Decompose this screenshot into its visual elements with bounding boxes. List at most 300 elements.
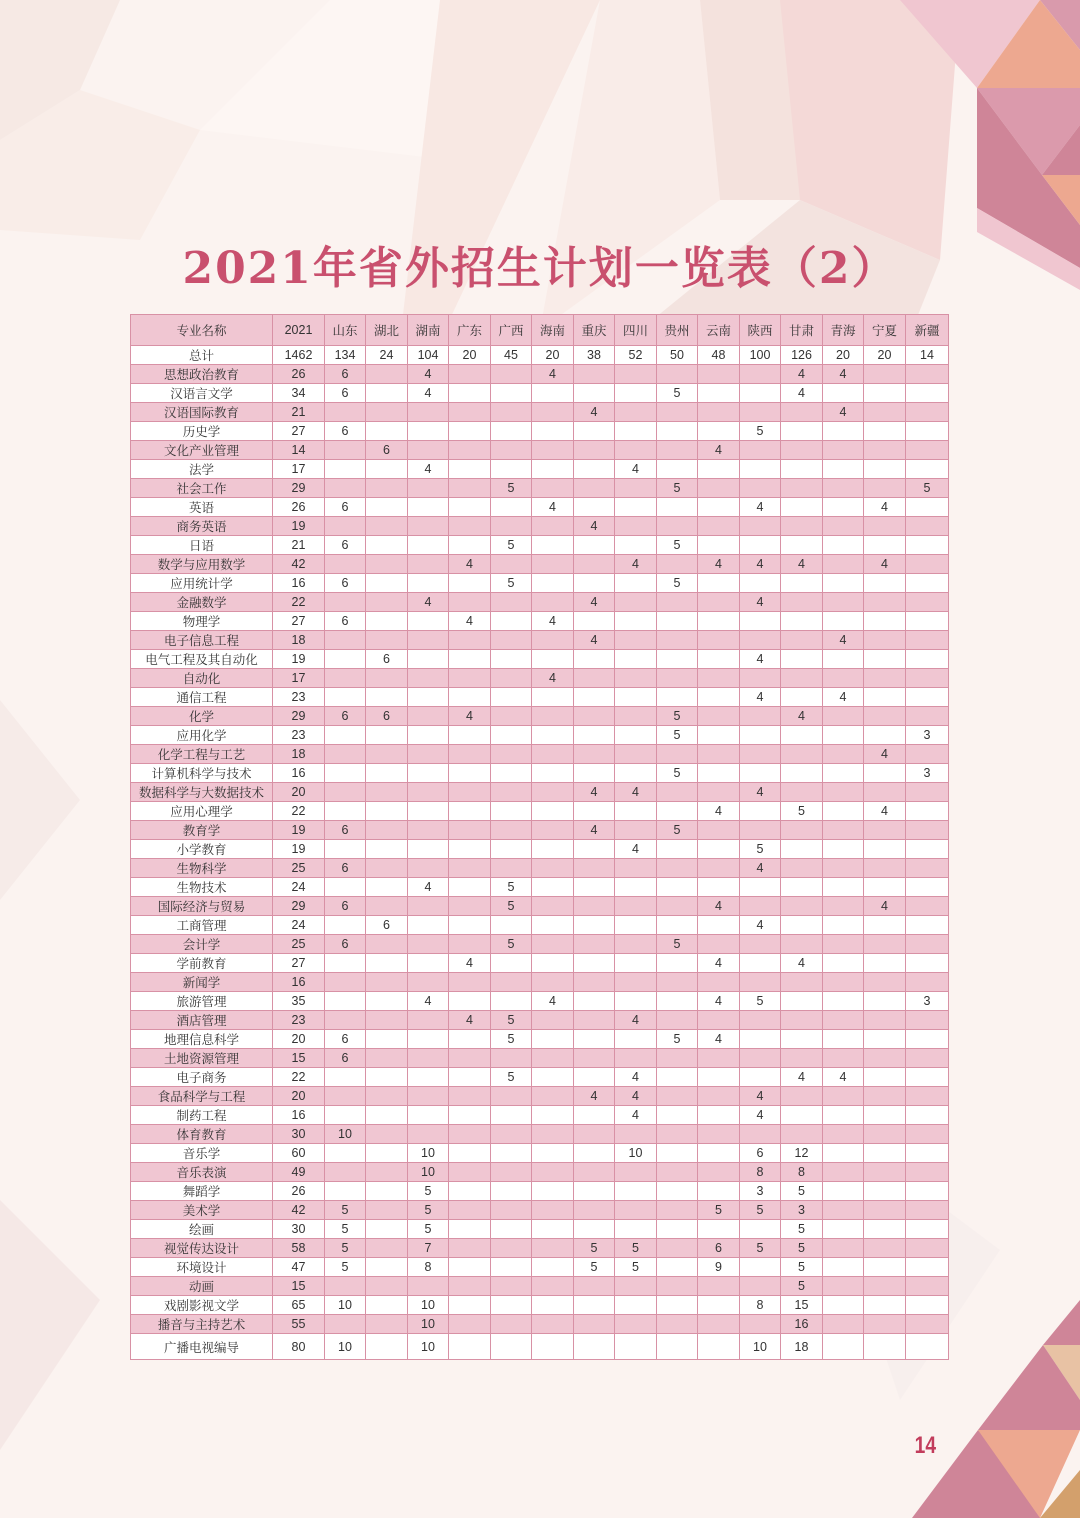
- table-row: [131, 859, 949, 878]
- table-cell: [698, 1125, 740, 1144]
- table-cell: [906, 593, 949, 612]
- table-cell: 5: [491, 574, 532, 593]
- table-cell: [532, 479, 574, 498]
- table-cell: [615, 365, 657, 384]
- table-cell: 4: [740, 783, 781, 802]
- table-cell: [864, 384, 906, 403]
- row-label: 工商管理: [131, 916, 273, 935]
- table-cell: [491, 1334, 532, 1360]
- table-cell: [698, 878, 740, 897]
- table-cell: 4: [615, 1087, 657, 1106]
- table-cell: 27: [273, 954, 325, 973]
- table-cell: 4: [740, 916, 781, 935]
- table-cell: [491, 612, 532, 631]
- table-cell: [823, 992, 864, 1011]
- row-label: 生物科学: [131, 859, 273, 878]
- table-cell: [574, 498, 615, 517]
- table-cell: [615, 973, 657, 992]
- table-cell: [491, 384, 532, 403]
- row-label: 日语: [131, 536, 273, 555]
- table-cell: [449, 1296, 491, 1315]
- table-cell: [864, 1125, 906, 1144]
- table-cell: [408, 479, 449, 498]
- table-cell: [574, 802, 615, 821]
- table-cell: [574, 1163, 615, 1182]
- table-cell: [823, 1315, 864, 1334]
- table-cell: [740, 802, 781, 821]
- table-row: [131, 479, 949, 498]
- table-cell: [449, 1239, 491, 1258]
- table-cell: [906, 1125, 949, 1144]
- row-label: 应用统计学: [131, 574, 273, 593]
- table-cell: 20: [449, 346, 491, 365]
- table-cell: [532, 973, 574, 992]
- table-cell: [532, 1220, 574, 1239]
- table-cell: [366, 593, 408, 612]
- row-label: 金融数学: [131, 593, 273, 612]
- table-cell: 22: [273, 1068, 325, 1087]
- table-cell: [491, 650, 532, 669]
- table-cell: [532, 536, 574, 555]
- table-cell: [823, 1125, 864, 1144]
- table-cell: [491, 1201, 532, 1220]
- table-row: [131, 1182, 949, 1201]
- table-cell: [823, 1334, 864, 1360]
- table-cell: [574, 916, 615, 935]
- table-cell: [615, 954, 657, 973]
- table-cell: 5: [781, 1182, 823, 1201]
- table-cell: [366, 935, 408, 954]
- table-cell: [823, 783, 864, 802]
- table-cell: [657, 802, 698, 821]
- table-cell: [366, 1030, 408, 1049]
- table-cell: 5: [491, 536, 532, 555]
- table-cell: [325, 688, 366, 707]
- table-cell: [698, 365, 740, 384]
- table-cell: [366, 802, 408, 821]
- table-cell: 4: [698, 954, 740, 973]
- table-cell: [325, 517, 366, 536]
- table-cell: 6: [325, 536, 366, 555]
- table-cell: [823, 973, 864, 992]
- table-cell: [657, 593, 698, 612]
- table-cell: 5: [657, 726, 698, 745]
- table-cell: [781, 916, 823, 935]
- table-cell: 22: [273, 802, 325, 821]
- table-cell: [408, 973, 449, 992]
- table-cell: [657, 1296, 698, 1315]
- table-cell: [532, 517, 574, 536]
- table-cell: [781, 460, 823, 479]
- table-cell: [408, 954, 449, 973]
- table-cell: [574, 745, 615, 764]
- table-cell: 10: [408, 1334, 449, 1360]
- table-cell: 6: [366, 707, 408, 726]
- table-cell: [491, 1125, 532, 1144]
- table-row: [131, 745, 949, 764]
- table-cell: [574, 650, 615, 669]
- table-cell: 5: [781, 1258, 823, 1277]
- table-cell: 5: [781, 1277, 823, 1296]
- table-cell: [864, 365, 906, 384]
- table-cell: 5: [408, 1220, 449, 1239]
- table-cell: [449, 1125, 491, 1144]
- table-cell: 5: [408, 1182, 449, 1201]
- row-label: 绘画: [131, 1220, 273, 1239]
- table-cell: [615, 688, 657, 707]
- table-cell: 15: [273, 1049, 325, 1068]
- table-cell: [864, 1087, 906, 1106]
- table-cell: [491, 498, 532, 517]
- table-cell: [408, 840, 449, 859]
- table-cell: 4: [864, 802, 906, 821]
- table-cell: [906, 517, 949, 536]
- table-cell: [532, 384, 574, 403]
- row-label: 酒店管理: [131, 1011, 273, 1030]
- table-cell: [740, 745, 781, 764]
- table-cell: [491, 992, 532, 1011]
- table-cell: [906, 802, 949, 821]
- table-cell: [491, 973, 532, 992]
- table-cell: [449, 422, 491, 441]
- table-cell: [532, 422, 574, 441]
- table-cell: [408, 802, 449, 821]
- table-cell: [781, 1030, 823, 1049]
- table-cell: [781, 1011, 823, 1030]
- table-cell: [781, 650, 823, 669]
- row-label: 计算机科学与技术: [131, 764, 273, 783]
- table-cell: [491, 1087, 532, 1106]
- table-cell: [574, 1125, 615, 1144]
- table-cell: 29: [273, 707, 325, 726]
- table-cell: 4: [408, 460, 449, 479]
- table-cell: [366, 878, 408, 897]
- table-cell: 6: [325, 821, 366, 840]
- table-cell: 10: [408, 1144, 449, 1163]
- table-row: [131, 460, 949, 479]
- table-cell: [532, 878, 574, 897]
- table-cell: [491, 802, 532, 821]
- table-cell: [657, 973, 698, 992]
- table-cell: 4: [615, 555, 657, 574]
- table-cell: 4: [864, 745, 906, 764]
- table-cell: [864, 954, 906, 973]
- table-cell: [449, 973, 491, 992]
- table-cell: 5: [657, 479, 698, 498]
- table-cell: 4: [781, 707, 823, 726]
- table-cell: [574, 441, 615, 460]
- table-cell: [740, 707, 781, 726]
- column-header: 四川: [615, 315, 657, 346]
- table-cell: [325, 555, 366, 574]
- table-cell: [657, 1220, 698, 1239]
- table-cell: 6: [325, 365, 366, 384]
- table-cell: [532, 1163, 574, 1182]
- table-cell: [366, 479, 408, 498]
- table-cell: [864, 1163, 906, 1182]
- table-cell: [532, 840, 574, 859]
- table-cell: [325, 726, 366, 745]
- table-cell: [864, 612, 906, 631]
- column-header: 青海: [823, 315, 864, 346]
- table-cell: [408, 498, 449, 517]
- table-cell: [740, 441, 781, 460]
- table-cell: 4: [740, 498, 781, 517]
- table-cell: [698, 1277, 740, 1296]
- table-cell: [366, 745, 408, 764]
- table-cell: 6: [740, 1144, 781, 1163]
- table-cell: [864, 403, 906, 422]
- table-cell: [491, 460, 532, 479]
- table-cell: [449, 517, 491, 536]
- table-cell: 20: [273, 1087, 325, 1106]
- table-cell: [325, 1011, 366, 1030]
- table-cell: [823, 897, 864, 916]
- table-cell: [532, 403, 574, 422]
- table-cell: [823, 840, 864, 859]
- table-cell: [491, 669, 532, 688]
- table-cell: [740, 1277, 781, 1296]
- table-cell: 80: [273, 1334, 325, 1360]
- table-row: [131, 1277, 949, 1296]
- table-cell: [864, 764, 906, 783]
- table-cell: [532, 1125, 574, 1144]
- table-cell: [781, 992, 823, 1011]
- table-cell: 50: [657, 346, 698, 365]
- table-cell: [906, 859, 949, 878]
- table-cell: [740, 384, 781, 403]
- table-row: [131, 1315, 949, 1334]
- table-cell: 42: [273, 1201, 325, 1220]
- table-cell: [532, 897, 574, 916]
- row-label: 小学教育: [131, 840, 273, 859]
- table-cell: [657, 897, 698, 916]
- column-header: 新疆: [906, 315, 949, 346]
- table-cell: [574, 1334, 615, 1360]
- table-cell: [657, 916, 698, 935]
- table-cell: [408, 726, 449, 745]
- table-cell: [740, 1030, 781, 1049]
- table-cell: [781, 859, 823, 878]
- table-cell: [823, 916, 864, 935]
- table-cell: [574, 1144, 615, 1163]
- table-cell: [408, 1068, 449, 1087]
- table-cell: [615, 1125, 657, 1144]
- table-cell: [574, 479, 615, 498]
- table-cell: [532, 1315, 574, 1334]
- table-cell: [781, 574, 823, 593]
- table-cell: [657, 745, 698, 764]
- table-cell: [408, 1030, 449, 1049]
- table-cell: 10: [325, 1296, 366, 1315]
- table-cell: [698, 479, 740, 498]
- table-cell: [698, 840, 740, 859]
- table-cell: 5: [657, 574, 698, 593]
- table-cell: 25: [273, 935, 325, 954]
- table-cell: [532, 650, 574, 669]
- table-cell: [698, 631, 740, 650]
- table-cell: [906, 688, 949, 707]
- table-cell: [864, 1258, 906, 1277]
- table-cell: [781, 935, 823, 954]
- table-cell: 4: [408, 593, 449, 612]
- row-label: 教育学: [131, 821, 273, 840]
- row-label: 生物技术: [131, 878, 273, 897]
- table-cell: [574, 935, 615, 954]
- table-header-row: [131, 315, 949, 346]
- table-cell: [740, 536, 781, 555]
- table-row: [131, 1087, 949, 1106]
- table-row: [131, 802, 949, 821]
- table-row: [131, 840, 949, 859]
- table-cell: [408, 897, 449, 916]
- table-cell: 4: [574, 821, 615, 840]
- table-cell: [864, 441, 906, 460]
- table-cell: 24: [366, 346, 408, 365]
- table-cell: [325, 916, 366, 935]
- table-cell: [449, 1030, 491, 1049]
- table-cell: 5: [740, 1239, 781, 1258]
- table-cell: 3: [906, 764, 949, 783]
- table-cell: [366, 460, 408, 479]
- table-cell: 60: [273, 1144, 325, 1163]
- table-cell: [781, 1106, 823, 1125]
- table-cell: 20: [273, 1030, 325, 1049]
- table-cell: [906, 612, 949, 631]
- table-cell: 52: [615, 346, 657, 365]
- table-row: [131, 574, 949, 593]
- table-cell: [408, 745, 449, 764]
- table-cell: [864, 878, 906, 897]
- table-cell: [864, 707, 906, 726]
- table-cell: [491, 517, 532, 536]
- table-cell: [366, 992, 408, 1011]
- table-cell: [698, 1334, 740, 1360]
- table-cell: [491, 821, 532, 840]
- table-cell: [532, 783, 574, 802]
- table-cell: 6: [325, 612, 366, 631]
- table-cell: [449, 441, 491, 460]
- table-cell: [366, 1334, 408, 1360]
- table-cell: [698, 859, 740, 878]
- table-cell: 5: [781, 1239, 823, 1258]
- table-cell: [532, 631, 574, 650]
- table-cell: 6: [325, 574, 366, 593]
- table-cell: [449, 631, 491, 650]
- table-cell: [823, 1011, 864, 1030]
- table-cell: [449, 726, 491, 745]
- table-cell: [740, 403, 781, 422]
- table-cell: [864, 422, 906, 441]
- table-cell: [574, 878, 615, 897]
- table-cell: 23: [273, 1011, 325, 1030]
- table-cell: [823, 650, 864, 669]
- table-cell: [366, 631, 408, 650]
- table-cell: [740, 878, 781, 897]
- table-cell: 10: [325, 1125, 366, 1144]
- table-cell: [574, 688, 615, 707]
- table-cell: [325, 840, 366, 859]
- table-cell: 65: [273, 1296, 325, 1315]
- table-cell: [657, 669, 698, 688]
- table-cell: [781, 403, 823, 422]
- table-cell: [698, 764, 740, 783]
- table-cell: [574, 574, 615, 593]
- table-cell: [864, 1334, 906, 1360]
- row-label: 法学: [131, 460, 273, 479]
- table-cell: [491, 1144, 532, 1163]
- table-cell: [823, 1296, 864, 1315]
- table-cell: 25: [273, 859, 325, 878]
- table-cell: [615, 669, 657, 688]
- table-cell: [906, 935, 949, 954]
- table-cell: [657, 1068, 698, 1087]
- table-cell: [449, 365, 491, 384]
- table-cell: 15: [273, 1277, 325, 1296]
- table-cell: [408, 536, 449, 555]
- table-cell: [615, 802, 657, 821]
- table-cell: 4: [532, 612, 574, 631]
- row-label: 环境设计: [131, 1258, 273, 1277]
- table-cell: [574, 726, 615, 745]
- table-cell: [657, 403, 698, 422]
- table-cell: [449, 840, 491, 859]
- table-cell: [408, 1087, 449, 1106]
- table-cell: 4: [574, 403, 615, 422]
- table-cell: [366, 821, 408, 840]
- table-cell: [864, 992, 906, 1011]
- table-cell: 5: [325, 1201, 366, 1220]
- table-cell: [864, 973, 906, 992]
- table-cell: [864, 1239, 906, 1258]
- table-cell: [532, 764, 574, 783]
- table-cell: [698, 973, 740, 992]
- table-cell: 42: [273, 555, 325, 574]
- table-cell: [449, 593, 491, 612]
- table-cell: [325, 460, 366, 479]
- table-cell: 4: [781, 365, 823, 384]
- table-cell: 5: [781, 802, 823, 821]
- table-cell: 23: [273, 726, 325, 745]
- table-cell: [906, 821, 949, 840]
- table-cell: [325, 1163, 366, 1182]
- table-row: [131, 764, 949, 783]
- table-cell: 26: [273, 1182, 325, 1201]
- table-cell: 30: [273, 1125, 325, 1144]
- table-cell: [615, 1182, 657, 1201]
- row-label: 商务英语: [131, 517, 273, 536]
- table-cell: [906, 384, 949, 403]
- table-cell: [574, 555, 615, 574]
- table-cell: 16: [273, 574, 325, 593]
- row-label: 会计学: [131, 935, 273, 954]
- table-cell: 5: [698, 1201, 740, 1220]
- table-cell: 19: [273, 650, 325, 669]
- table-cell: [823, 1258, 864, 1277]
- table-cell: [906, 536, 949, 555]
- table-cell: [449, 1182, 491, 1201]
- table-cell: [906, 650, 949, 669]
- row-label: 音乐学: [131, 1144, 273, 1163]
- table-cell: [657, 992, 698, 1011]
- row-label: 物理学: [131, 612, 273, 631]
- table-cell: [864, 1106, 906, 1125]
- table-cell: [449, 403, 491, 422]
- table-row: [131, 821, 949, 840]
- row-label: 思想政治教育: [131, 365, 273, 384]
- table-cell: [906, 1049, 949, 1068]
- table-cell: [781, 897, 823, 916]
